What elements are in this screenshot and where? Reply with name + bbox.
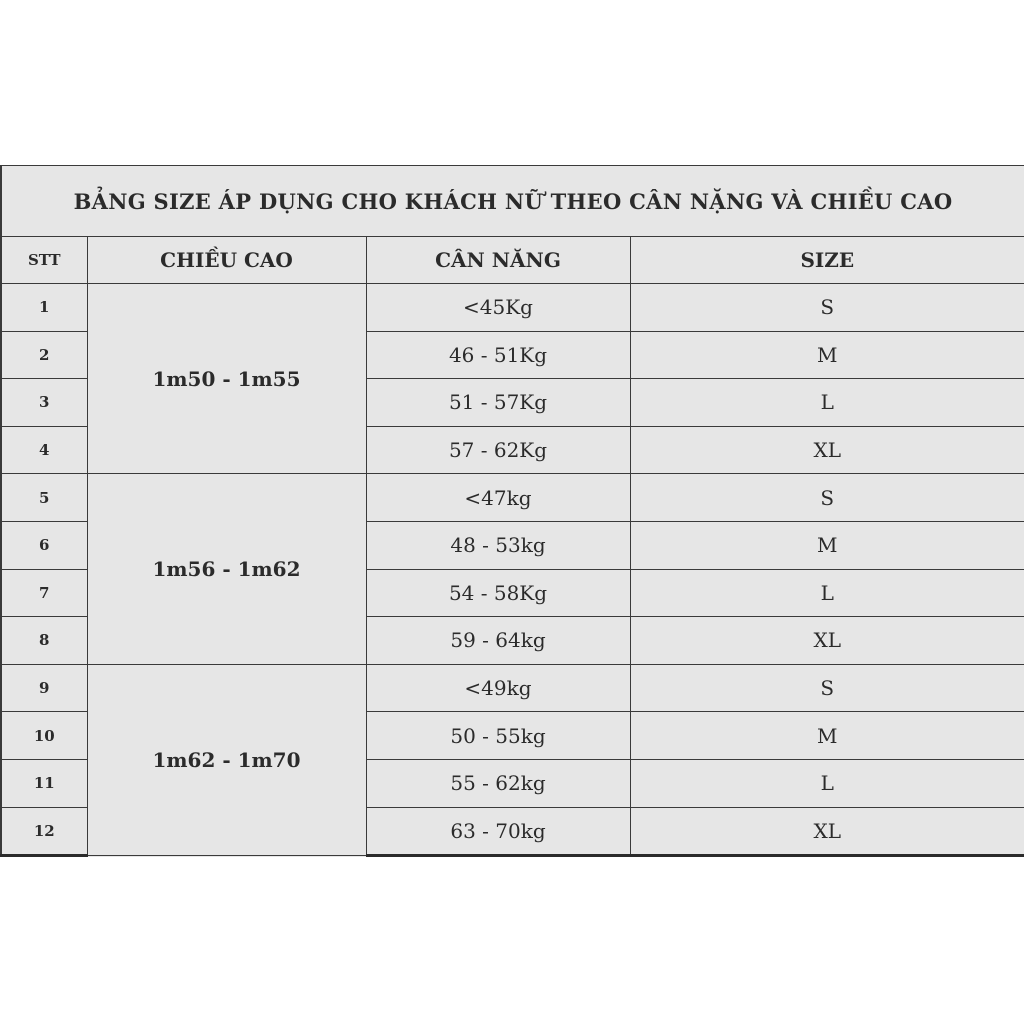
stt-cell: 2 — [1, 331, 87, 379]
weight-cell: 54 - 58Kg — [366, 569, 630, 617]
weight-cell: 55 - 62kg — [366, 759, 630, 807]
size-cell: L — [630, 759, 1024, 807]
weight-cell: 48 - 53kg — [366, 521, 630, 569]
stt-cell: 11 — [1, 759, 87, 807]
header-stt: STT — [1, 237, 87, 284]
title-row — [1, 166, 1024, 237]
stt-cell: 4 — [1, 426, 87, 474]
stt-cell: 6 — [1, 521, 87, 569]
stt-cell: 5 — [1, 474, 87, 522]
weight-cell: 59 - 64kg — [366, 617, 630, 665]
header-weight: CÂN NĂNG — [366, 237, 630, 284]
stt-cell: 7 — [1, 569, 87, 617]
weight-cell: 63 - 70kg — [366, 807, 630, 856]
stt-cell: 9 — [1, 664, 87, 712]
weight-cell: <45Kg — [366, 284, 630, 332]
weight-cell: <49kg — [366, 664, 630, 712]
size-cell: M — [630, 331, 1024, 379]
header-size: SIZE — [630, 237, 1024, 284]
weight-cell: 57 - 62Kg — [366, 426, 630, 474]
size-cell: XL — [630, 426, 1024, 474]
stt-cell: 8 — [1, 617, 87, 665]
height-range-cell: 1m50 - 1m55 — [87, 284, 366, 474]
size-cell: XL — [630, 617, 1024, 665]
stt-cell: 10 — [1, 712, 87, 760]
size-cell: XL — [630, 807, 1024, 856]
height-range-cell: 1m56 - 1m62 — [87, 474, 366, 664]
size-cell: M — [630, 712, 1024, 760]
size-chart-table — [0, 165, 1024, 857]
weight-cell: 50 - 55kg — [366, 712, 630, 760]
table-row — [1, 664, 1024, 712]
size-cell: S — [630, 284, 1024, 332]
size-cell: L — [630, 379, 1024, 427]
weight-cell: <47kg — [366, 474, 630, 522]
stt-cell: 12 — [1, 807, 87, 856]
stt-cell: 3 — [1, 379, 87, 427]
size-cell: M — [630, 521, 1024, 569]
weight-cell: 46 - 51Kg — [366, 331, 630, 379]
table-row — [1, 474, 1024, 522]
size-cell: S — [630, 474, 1024, 522]
size-cell: S — [630, 664, 1024, 712]
header-row — [1, 237, 1024, 284]
stt-cell: 1 — [1, 284, 87, 332]
table-row — [1, 284, 1024, 332]
weight-cell: 51 - 57Kg — [366, 379, 630, 427]
header-height: CHIỀU CAO — [87, 237, 366, 284]
size-cell: L — [630, 569, 1024, 617]
height-range-cell: 1m62 - 1m70 — [87, 664, 366, 855]
table-title: BẢNG SIZE ÁP DỤNG CHO KHÁCH NỮ THEO CÂN NẶNG VÀ CHIỀU CAO — [1, 166, 1024, 237]
